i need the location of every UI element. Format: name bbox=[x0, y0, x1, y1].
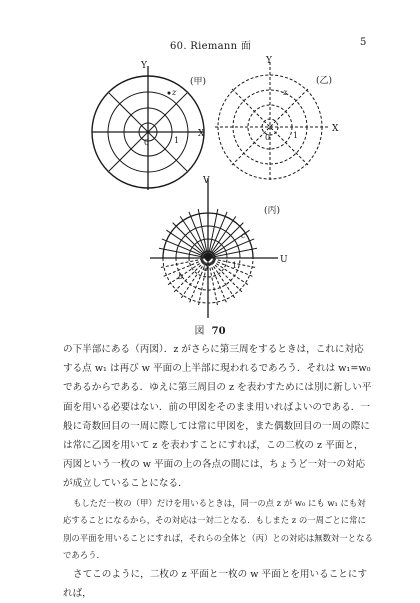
caption-number: 70 bbox=[211, 326, 226, 337]
figure-c-u-label: U bbox=[280, 255, 288, 265]
figure-b-origin: 0 bbox=[265, 133, 271, 142]
figure-b-point-label: z bbox=[283, 88, 288, 97]
paragraph-note: もしただ一枚の（甲）だけを用いるときは，同一の点 z が w₀ にも w₁ にも対応することになるから，その対応は一対二となる．もしまた z の一周ごとに常に別の平面を用いることにすれば，それらの全体と（丙）との対応は無数対一となるであろう． bbox=[63, 497, 373, 561]
figure-c-unit: 1 bbox=[232, 261, 238, 270]
upper-ray bbox=[173, 223, 208, 258]
caption-prefix: 図 bbox=[194, 326, 205, 337]
figure-a-unit: 1 bbox=[174, 136, 180, 145]
figure-c-v-label: V bbox=[203, 176, 210, 186]
figure-c bbox=[150, 178, 281, 318]
figure-a-x-label: X bbox=[198, 129, 205, 139]
figure-a-y-label: Y bbox=[141, 61, 147, 71]
figure-b-label: (乙) bbox=[316, 76, 333, 86]
upper-ray bbox=[208, 223, 243, 258]
paragraph-1: の下半部にある（丙図）．z がさらに第三周をするときは，これに対応する点 w₁ は再び w 平面の上半部に現われるであろう．それは w₁=w₀ であるからである．ゆえに第三周目の z を表わすためには別に新しい平面を用いる必要はない．前の甲図をそのまま用いればよいのである．一般に奇数回目の一周に際しては常に甲図を，また偶数回目の一周の際には常に乙図を用いて z を表わすことにすれば，この二枚の z 平面と，丙図という一枚の w 平面の上の各点の間には，ちょうど一対一の対応が成立していることになる． bbox=[63, 344, 372, 490]
paragraph-2: さてこのように，二枚の z 平面と一枚の w 平面とを用いることにすれば， bbox=[63, 569, 368, 600]
figure-c-point-c: c bbox=[241, 231, 246, 240]
figure-a-point bbox=[168, 92, 171, 95]
figure-caption bbox=[0, 322, 420, 337]
body-text bbox=[63, 340, 373, 603]
figure-b bbox=[215, 62, 328, 182]
lower-ray bbox=[208, 258, 243, 293]
figure-c-origin: 0 bbox=[203, 264, 209, 273]
figure-b-x-label: X bbox=[332, 124, 339, 134]
figure-a-point-label: z bbox=[172, 88, 177, 97]
figure-b-unit: 1 bbox=[293, 131, 299, 140]
running-title: 60. Riemann 面 bbox=[170, 41, 252, 52]
figure-c-label: (丙) bbox=[264, 206, 281, 216]
page-number: 5 bbox=[360, 37, 367, 48]
figure-a bbox=[92, 66, 207, 190]
figure-a-origin: 0 bbox=[144, 138, 150, 147]
figure-b-y-label: Y bbox=[266, 56, 272, 66]
figure-c-point-b: b bbox=[178, 272, 184, 281]
figure-a-label: (甲) bbox=[190, 77, 207, 87]
